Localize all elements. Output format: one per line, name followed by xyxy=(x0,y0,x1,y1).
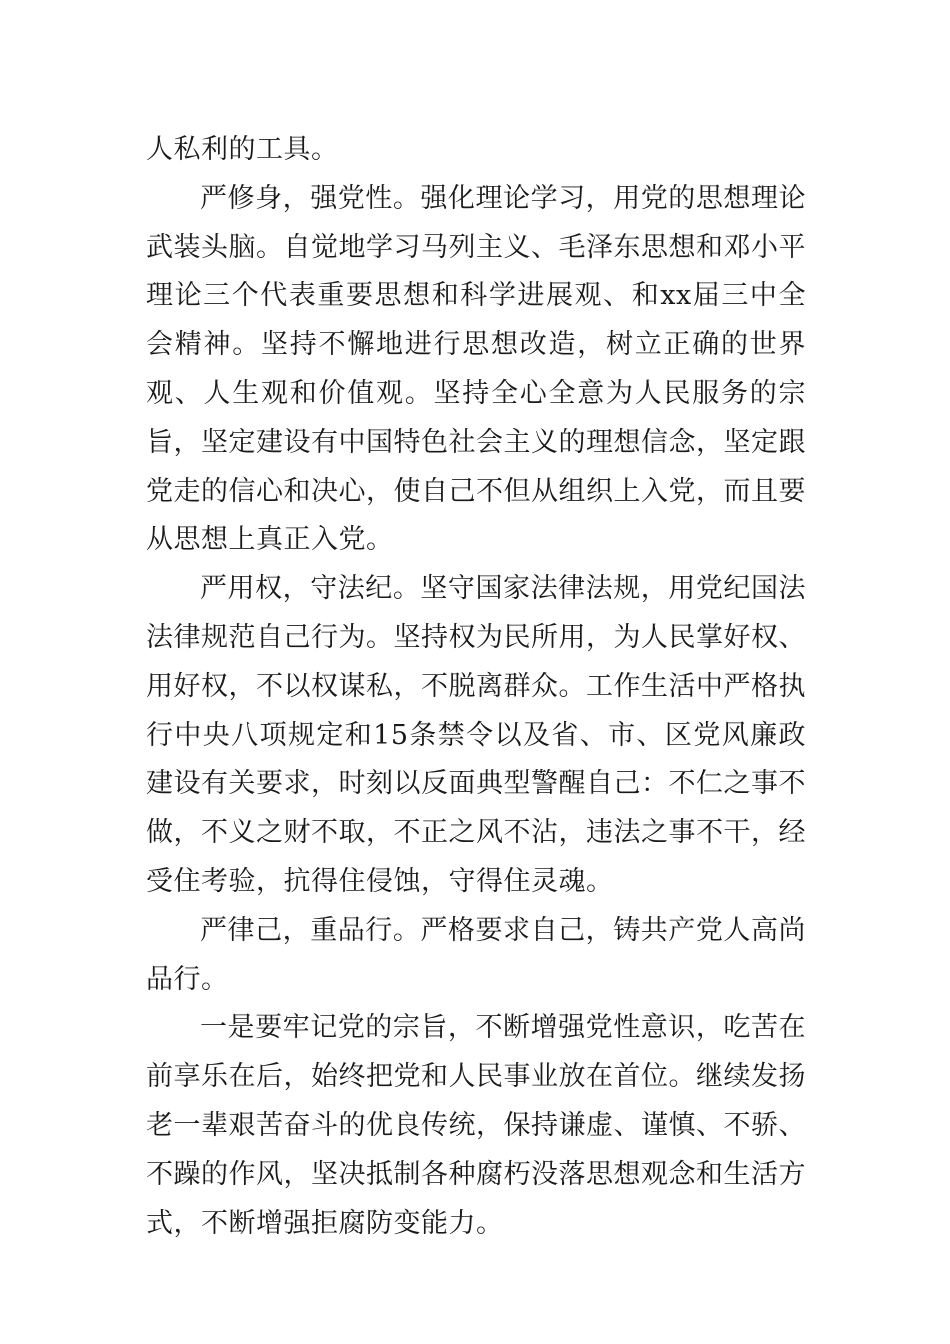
paragraph-party-purpose: 一是要牢记党的宗旨，不断增强党性意识，吃苦在前享乐在后，始终把党和人民事业放在首位。继续发扬老一辈艰苦奋斗的优良传统，保持谦虚、谨慎、不骄、不躁的作风，坚决抵制各种腐朽没落思想观念和生活方式，不断增强拒腐防变能力。 xyxy=(146,1012,806,1239)
paragraph-self-cultivation: 严修身，强党性。强化理论学习，用党的思想理论武装头脑。自觉地学习马列主义、毛泽东思想和邓小平理论三个代表重要思想和科学进展观、和xx届三中全会精神。坚持不懈地进行思想改造，树立正确的世界观、人生观和价值观。坚持全心全意为人民服务的宗旨，坚定建设有中国特色社会主义的理想信念，坚定跟党走的信心和决心，使自己不但从组织上入党，而且要从思想上真正入党。 xyxy=(146,182,806,556)
paragraph-power-discipline: 严用权，守法纪。坚守国家法律法规，用党纪国法法律规范自己行为。坚持权为民所用，为人民掌好权、用好权，不以权谋私，不脱离群众。工作生活中严格执行中央八项规定和15条禁令以及省、市、区党风廉政建设有关要求，时刻以反面典型警醒自己：不仁之事不做，不义之财不取，不正之风不沾，违法之事不干，经受住考验，抗得住侵蚀，守得住灵魂。 xyxy=(146,573,806,897)
paragraph-continuation: 人私利的工具。 xyxy=(146,134,339,165)
paragraph-self-discipline: 严律己，重品行。严格要求自己，铸共产党人高尚品行。 xyxy=(146,914,806,995)
document-body xyxy=(146,126,806,1248)
